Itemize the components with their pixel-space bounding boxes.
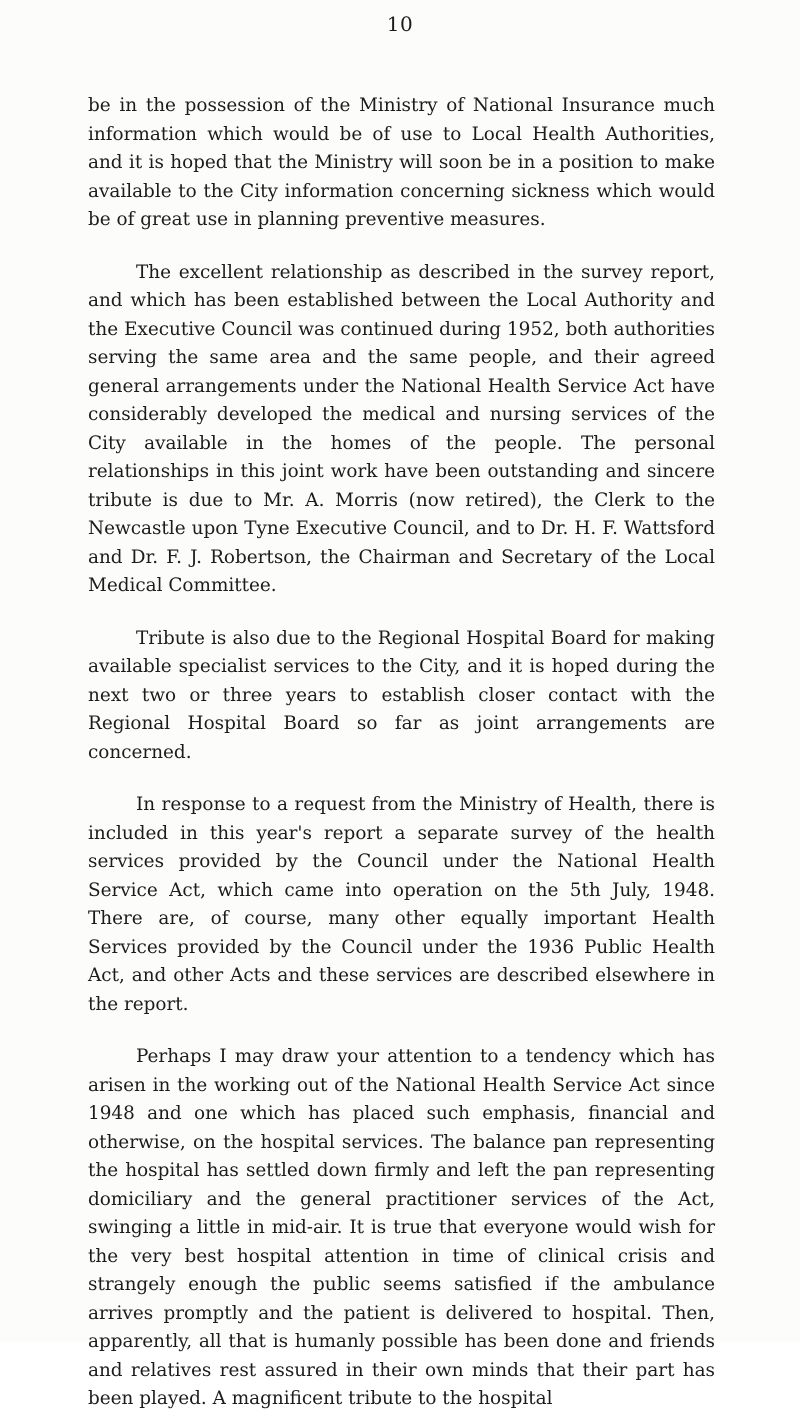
paragraph-ministry-information: be in the possession of the Ministry of National Insurance much information which would be of use to Local Health Authorities, and it is hoped that the Ministry will soon be in a position to make available to the City information concerning sickness which would be of great use in planning preventive measures. xyxy=(88,95,715,230)
page-number: 10 xyxy=(386,12,414,36)
paragraph-regional-hospital-board: Tribute is also due to the Regional Hospital Board for making available specialist services to the City, and it is hoped during the next two or three years to establish closer contact with the Regional Hospital Board so far as joint arrangements are concerned. xyxy=(88,627,715,763)
paragraph-hospital-emphasis: Perhaps I may draw your attention to a tendency which has arisen in the working out of the National Health Service Act since 1948 and one which has placed such emphasis, financial and otherwise, on the hospital services. The balance pan representing the hospital has settled down firmly and left the pan representing domiciliary and the general practitioner services of the Act, swinging a little in mid-air. It is true that everyone would wish for the very best hospital attention in time of clinical crisis and strangely enough the public seems satisfied if the ambulance arrives promptly and the patient is delivered to hospital. Then, apparently, all that is humanly possible has been done and friends and relatives rest assured in their own minds that their part has been played. A magnificent tribute to the hospital xyxy=(88,1046,715,1409)
paragraph-executive-council-relationship: The excellent relationship as described in the survey report, and which has been established between the Local Authority and the Executive Council was continued during 1952, both authorities serving the same area and the same people, and their agreed general arrangements under the National Health Service Act have considerably developed the medical and nursing services of the City available in the homes of the people. The personal relationships in this joint work have been outstanding and sincere tribute is due to Mr. A. Morris (now retired), the Clerk to the Newcastle upon Tyne Executive Council, and to Dr. H. F. Wattsford and Dr. F. J. Robertson, the Chairman and Secretary of the Local Medical Committee. xyxy=(88,261,715,596)
body-text xyxy=(88,92,715,1414)
paragraph-health-services-survey: In response to a request from the Ministry of Health, there is included in this year's report a separate survey of the health services provided by the Council under the National Health Service Act, which came into operation on the 5th July, 1948. There are, of course, many other equally important Health Services provided by the Council under the 1936 Public Health Act, and other Acts and these services are described elsewhere in the report. xyxy=(88,794,715,1015)
